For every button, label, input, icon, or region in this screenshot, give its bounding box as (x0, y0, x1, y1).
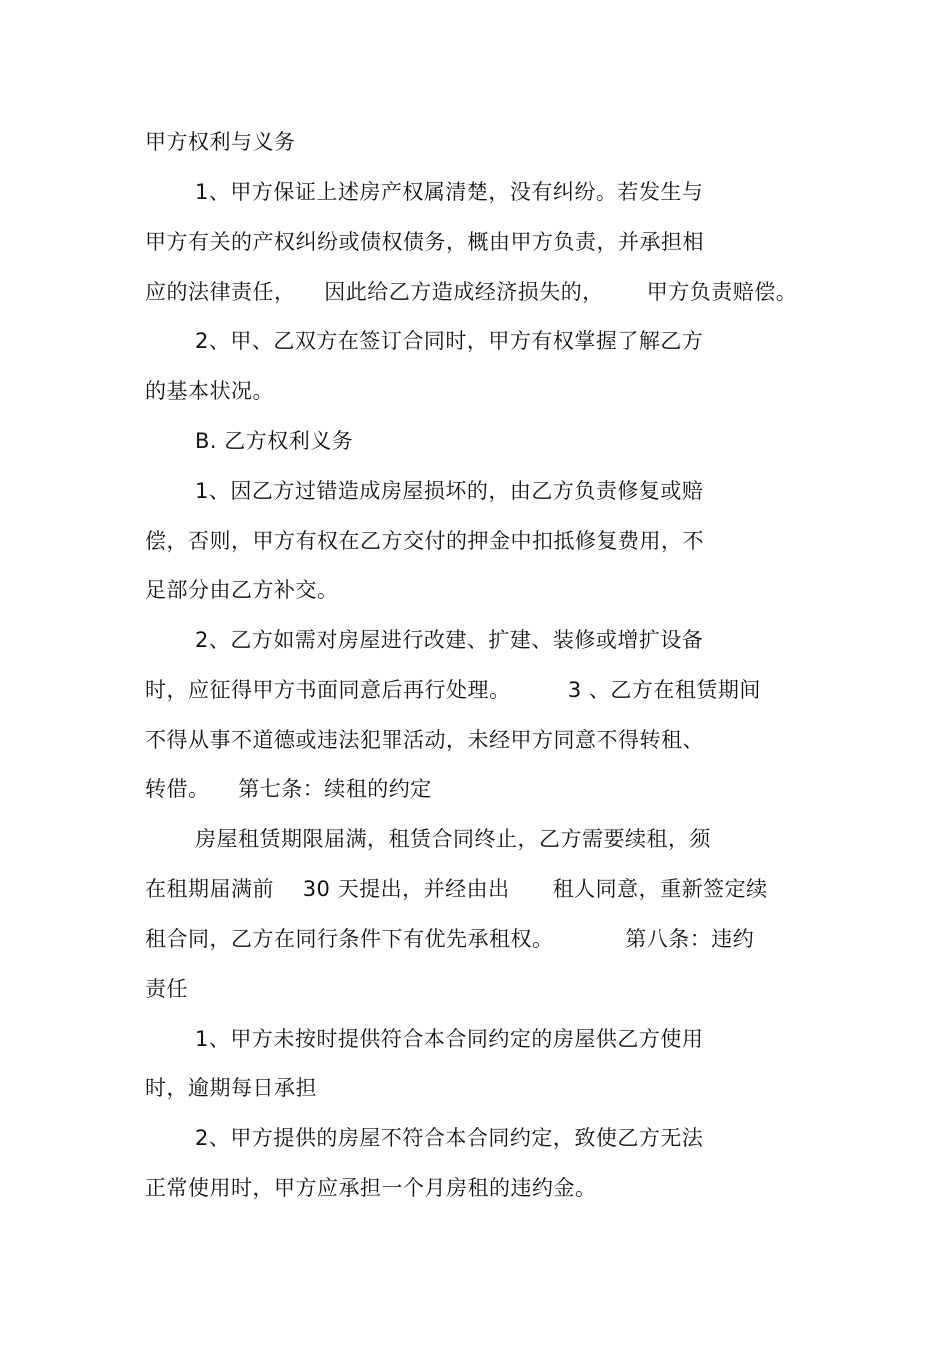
paragraph-line: 在租期届满前 30 天提出，并经由出 租人同意，重新签定续 (145, 877, 768, 901)
paragraph-line: 转借。 第七条：续租的约定 (145, 777, 432, 801)
paragraph-line: 的基本状况。 (145, 379, 274, 403)
paragraph-line: 房屋租赁期限届满，租赁合同终止，乙方需要续租，须 (195, 827, 711, 851)
section-heading: 甲方权利与义务 (145, 130, 296, 154)
paragraph-line: 足部分由乙方补交。 (145, 578, 339, 602)
paragraph-line: 2、甲、乙双方在签订合同时，甲方有权掌握了解乙方 (195, 329, 704, 353)
paragraph-line: 正常使用时，甲方应承担一个月房租的违约金。 (145, 1176, 597, 1200)
paragraph-line: 甲方有关的产权纠纷或债权债务，概由甲方负责，并承担相 (145, 230, 704, 254)
paragraph-line: 1、因乙方过错造成房屋损坏的，由乙方负责修复或赔 (195, 479, 704, 503)
section-heading: B. 乙方权利义务 (195, 429, 354, 453)
paragraph-line: 时，逾期每日承担 (145, 1076, 317, 1100)
paragraph-line: 2、甲方提供的房屋不符合本合同约定，致使乙方无法 (195, 1126, 704, 1150)
paragraph-line: 1、甲方保证上述房产权属清楚，没有纠纷。若发生与 (195, 180, 704, 204)
paragraph-line: 1、甲方未按时提供符合本合同约定的房屋供乙方使用 (195, 1027, 704, 1051)
paragraph-line: 2、乙方如需对房屋进行改建、扩建、装修或增扩设备 (195, 628, 704, 652)
paragraph-line: 应的法律责任， 因此给乙方造成经济损失的， 甲方负责赔偿。 (145, 280, 798, 304)
paragraph-line: 责任 (145, 977, 188, 1001)
paragraph-line: 租合同，乙方在同行条件下有优先承租权。 第八条：违约 (145, 927, 755, 951)
paragraph-line: 不得从事不道德或违法犯罪活动，未经甲方同意不得转租、 (145, 728, 704, 752)
paragraph-line: 时，应征得甲方书面同意后再行处理。 3 、乙方在租赁期间 (145, 678, 761, 702)
paragraph-line: 偿，否则，甲方有权在乙方交付的押金中扣抵修复费用，不 (145, 529, 704, 553)
